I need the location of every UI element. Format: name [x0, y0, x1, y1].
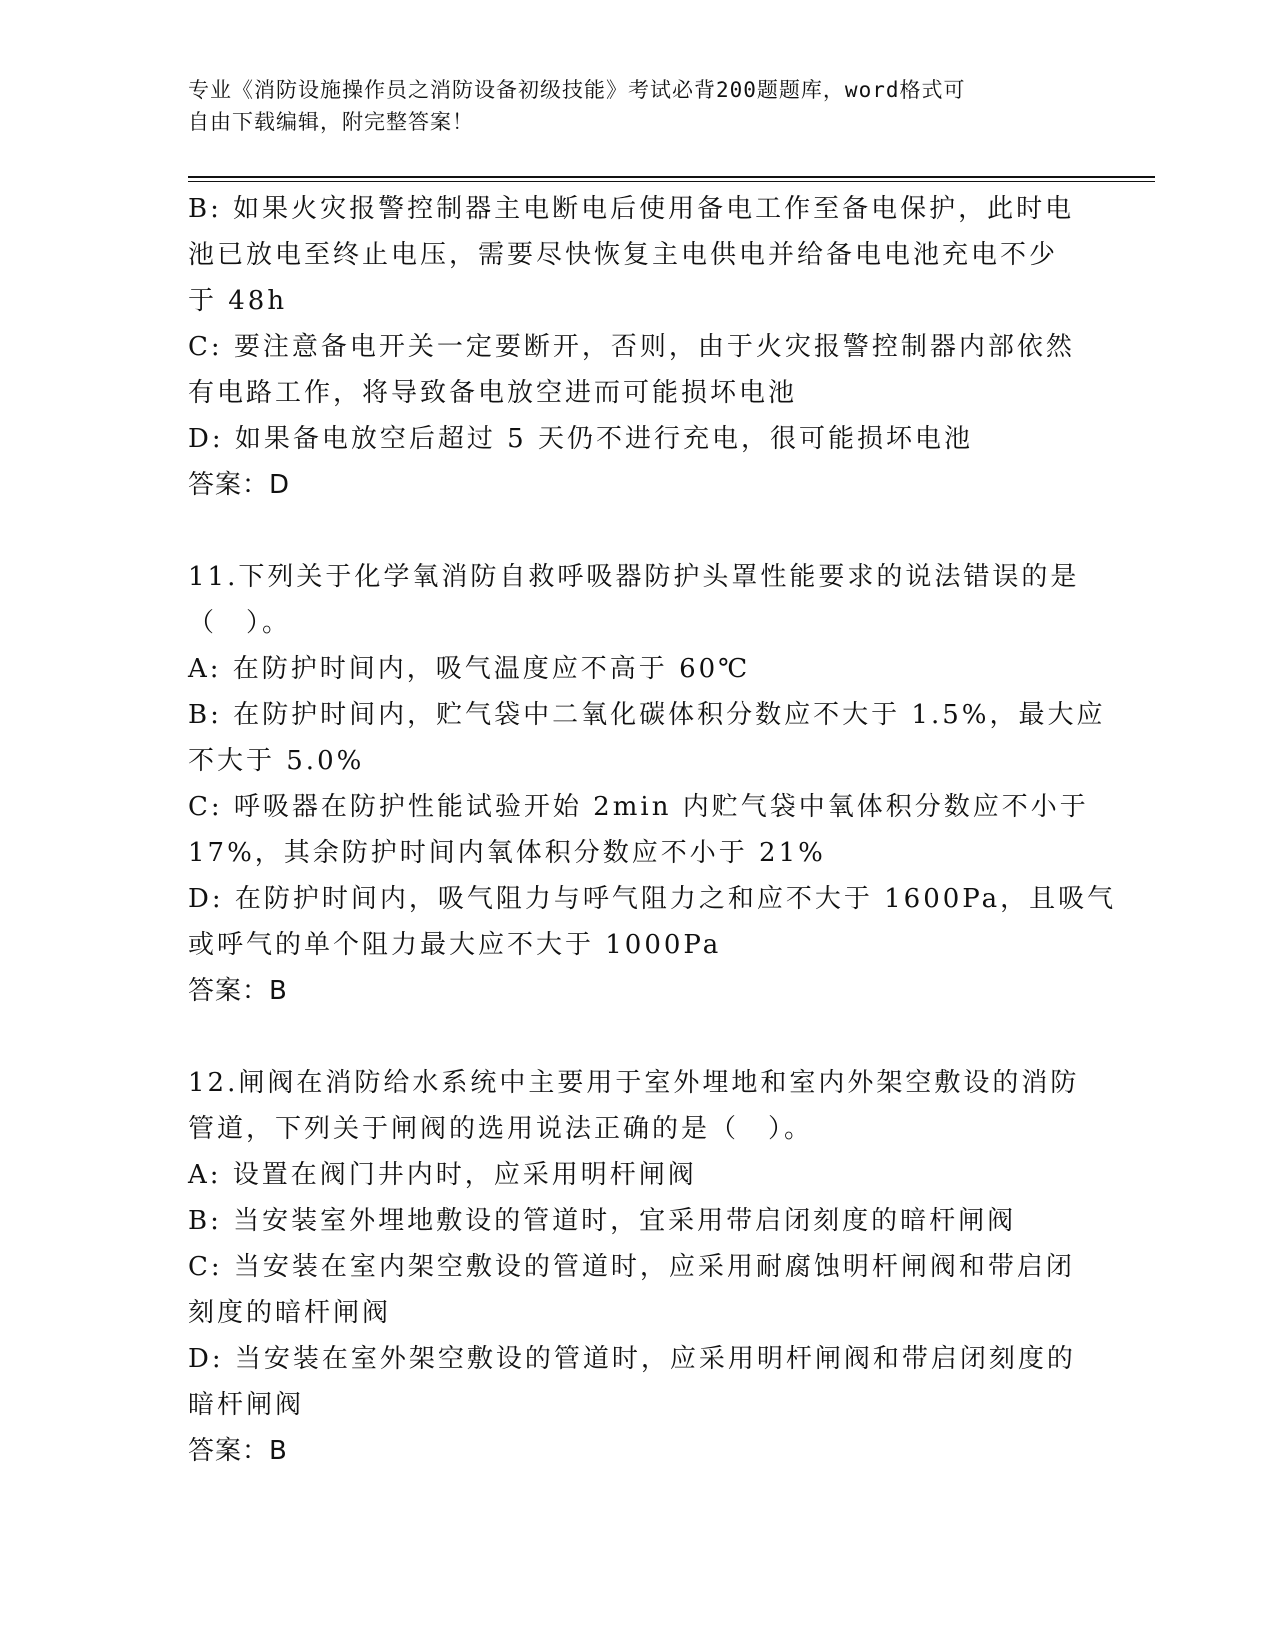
- option-d: [188, 1336, 1088, 1428]
- question-12: [188, 1060, 1088, 1474]
- option-b: [188, 186, 1088, 324]
- header-line-2: 自由下载编辑，附完整答案！: [188, 110, 474, 134]
- option-d: [188, 416, 1088, 462]
- option-b: [188, 692, 1106, 784]
- option-c: [188, 1244, 1088, 1336]
- header-rule-thick: [188, 176, 1155, 178]
- option-c-line-1: C: 要注意备电开关一定要断开，否则，由于火灾报警控制器内部依然: [188, 332, 1075, 362]
- option-a-line-1: A: 设置在阀门井内时，应采用明杆闸阀: [188, 1160, 697, 1190]
- option-d-line-1: D: 在防护时间内，吸气阻力与呼气阻力之和应不大于 1600Pa，且吸气: [188, 884, 1117, 914]
- question-stem: [188, 554, 1088, 646]
- question-11: [188, 554, 1117, 1014]
- prev-question: [188, 186, 1088, 508]
- option-b-line-2: 池已放电至终止电压，需要尽快恢复主电供电并给备电电池充电不少: [188, 240, 1059, 270]
- option-c-line-2: 有电路工作，将导致备电放空进而可能损坏电池: [188, 378, 798, 408]
- stem-line-2: （ ）。: [188, 608, 292, 638]
- option-c-line-2: 17%，其余防护时间内氧体积分数应不小于 21%: [188, 838, 826, 868]
- option-d-line-1: D: 如果备电放空后超过 5 天仍不进行充电，很可能损坏电池: [188, 424, 973, 454]
- answer: 答案：B: [188, 1436, 288, 1466]
- stem-line-1: 12.闸阀在消防给水系统中主要用于室外埋地和室内外架空敷设的消防: [188, 1068, 1080, 1098]
- answer: 答案：B: [188, 976, 288, 1006]
- document-body: [188, 186, 1117, 1474]
- option-b-line-1: B: 如果火灾报警控制器主电断电后使用备电工作至备电保护，此时电: [188, 194, 1075, 224]
- option-c-line-1: C: 呼吸器在防护性能试验开始 2min 内贮气袋中氧体积分数应不小于: [188, 792, 1089, 822]
- option-d-line-1: D: 当安装在室外架空敷设的管道时，应采用明杆闸阀和带启闭刻度的: [188, 1344, 1076, 1374]
- option-b-line-3: 于 48h: [188, 286, 288, 316]
- option-c-line-1: C: 当安装在室内架空敷设的管道时，应采用耐腐蚀明杆闸阀和带启闭: [188, 1252, 1075, 1282]
- option-d-line-2: 暗杆闸阀: [188, 1390, 305, 1420]
- option-a: [188, 646, 1088, 692]
- option-b: [188, 1198, 1088, 1244]
- question-stem: [188, 1060, 1088, 1152]
- option-b-line-1: B: 在防护时间内，贮气袋中二氧化碳体积分数应不大于 1.5%，最大应: [188, 700, 1106, 730]
- spacer: [188, 508, 1088, 554]
- option-b-line-1: B: 当安装室外埋地敷设的管道时，宜采用带启闭刻度的暗杆闸阀: [188, 1206, 1017, 1236]
- option-c: [188, 784, 1088, 876]
- answer: 答案：D: [188, 470, 291, 500]
- option-a: [188, 1152, 1088, 1198]
- option-c-line-2: 刻度的暗杆闸阀: [188, 1298, 392, 1328]
- option-d-line-2: 或呼气的单个阻力最大应不大于 1000Pa: [188, 930, 722, 960]
- stem-line-1: 11.下列关于化学氧消防自救呼吸器防护头罩性能要求的说法错误的是: [188, 562, 1080, 592]
- header-line-1: 专业《消防设施操作员之消防设备初级技能》考试必背200题题库，word格式可: [188, 78, 966, 102]
- option-b-line-2: 不大于 5.0%: [188, 746, 365, 776]
- stem-line-2: 管道，下列关于闸阀的选用说法正确的是（ ）。: [188, 1114, 814, 1144]
- spacer: [188, 1014, 1088, 1060]
- option-a-line-1: A: 在防护时间内，吸气温度应不高于 60℃: [188, 654, 751, 684]
- option-c: [188, 324, 1088, 416]
- header-rule-thin: [188, 181, 1155, 182]
- option-d: [188, 876, 1117, 968]
- document-header: [188, 74, 1068, 138]
